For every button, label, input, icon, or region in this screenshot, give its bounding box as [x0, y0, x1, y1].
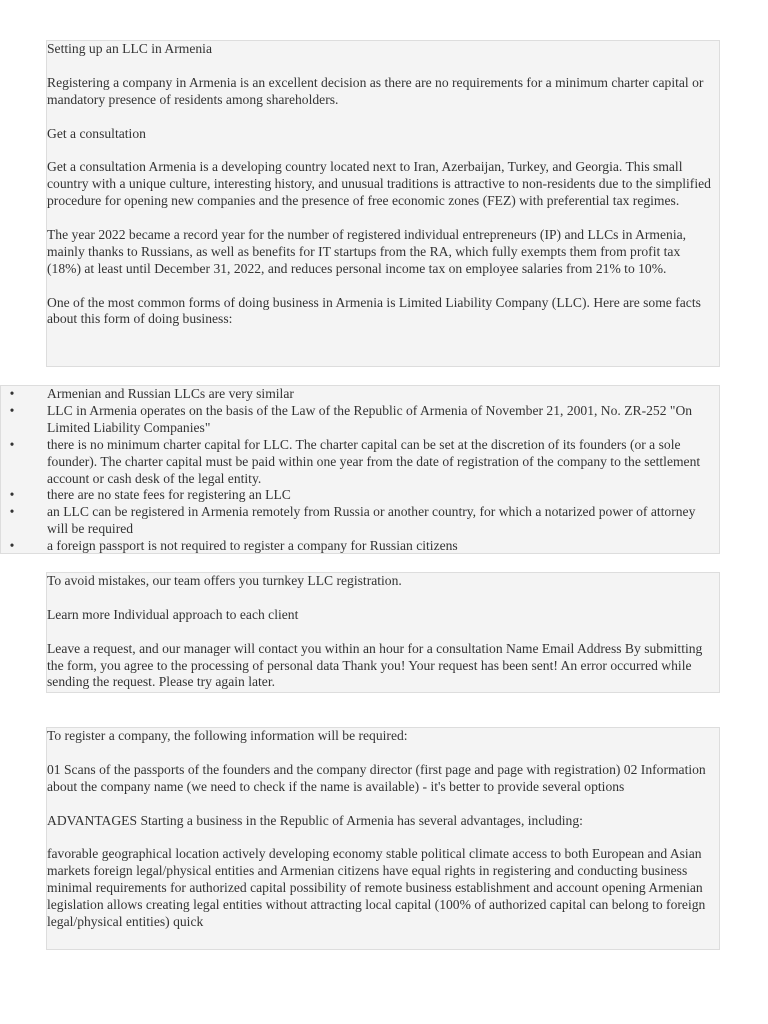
bullet-icon: •	[9, 436, 15, 452]
bullet-icon: •	[9, 402, 15, 418]
consultation-heading: Get a consultation	[47, 125, 146, 141]
llc-facts-section	[0, 385, 720, 554]
list-item-text: Armenian and Russian LLCs are very similar	[47, 386, 294, 401]
list-item	[1, 437, 719, 488]
list-item-text: there are no state fees for registering an LLC	[47, 487, 291, 503]
advantages-text: favorable geographical location actively developing economy stable political climate access to both European and Asian markets foreign legal/physical entities and Armenian citizens have equal rights in registering and conducting business minimal requirements for authorized capital possibility of remote business establishment and account opening Armenian legislation allows creating legal entities without attracting local capital (100% of authorized capital can belong to foreign legal/physical entities) quick	[47, 846, 706, 929]
list-item-text: a foreign passport is not required to register a company for Russian citizens	[47, 538, 458, 554]
list-item-text: LLC in Armenia operates on the basis of the Law of the Republic of Armenia of November 21, 2001, No. ZR-252 "On Limited Liability Companies"	[47, 402, 693, 435]
bullet-icon: •	[9, 538, 15, 554]
list-item-text: an LLC can be registered in Armenia remotely from Russia or another country, for which a notarized power of attorney will be required	[47, 504, 696, 537]
bullet-icon: •	[9, 487, 15, 503]
required-info-section	[46, 727, 720, 950]
registration-offer-section	[46, 572, 720, 693]
bullet-icon: •	[9, 386, 15, 401]
list-item	[1, 386, 719, 403]
list-item	[1, 538, 719, 554]
page-title: Setting up an LLC in Armenia	[47, 41, 212, 56]
list-item-text: there is no minimum charter capital for LLC. The charter capital can be set at the discretion of its founders (or a sole founder). The charter capital must be paid within one year from the date of registration of the company to the settlement account or cash desk of the legal entity.	[47, 436, 701, 486]
list-item	[1, 487, 719, 504]
intro-section	[46, 40, 720, 367]
request-form-text: Leave a request, and our manager will contact you within an hour for a consultation Name Email Address By submitting the form, you agree to the processing of personal data Thank you! Your request has been sent! An error occurred while sending the request. Please try again later.	[47, 640, 703, 690]
turnkey-offer-text: To avoid mistakes, our team offers you turnkey LLC registration.	[47, 573, 402, 588]
intro-paragraph-2022: The year 2022 became a record year for the number of registered individual entrepreneurs (IP) and LLCs in Armenia, mainly thanks to Russians, as well as benefits for IT startups from the RA, which fully exempts them from profit tax (18%) at least until December 31, 2022, and reduces personal income tax on employee salaries from 21% to 10%.	[47, 226, 687, 276]
bullet-icon: •	[9, 504, 15, 520]
intro-lead-paragraph: Registering a company in Armenia is an excellent decision as there are no requirements for a minimum charter capital or mandatory presence of residents among shareholders.	[47, 74, 704, 107]
list-item	[1, 504, 719, 538]
required-info-heading: To register a company, the following information will be required:	[47, 728, 408, 743]
intro-paragraph-armenia: Get a consultation Armenia is a developing country located next to Iran, Azerbaijan, Turkey, and Georgia. This small country with a unique culture, interesting history, and unusual traditions is attractive to non-residents due to the simplified procedure for opening new companies and the presence of free economic zones (FEZ) with preferential tax regimes.	[47, 159, 711, 209]
learn-more-link[interactable]: Learn more Individual approach to each client	[47, 606, 299, 622]
required-documents-text: 01 Scans of the passports of the founders and the company director (first page and page with registration) 02 Information about the company name (we need to check if the name is available) - it's better to provide several options	[47, 761, 706, 794]
list-item	[1, 403, 719, 437]
intro-paragraph-llc: One of the most common forms of doing business in Armenia is Limited Liability Company (LLC). Here are some facts about this form of doing business:	[47, 294, 701, 327]
advantages-heading: ADVANTAGES Starting a business in the Republic of Armenia has several advantages, including:	[47, 812, 583, 828]
llc-facts-list	[1, 386, 719, 554]
